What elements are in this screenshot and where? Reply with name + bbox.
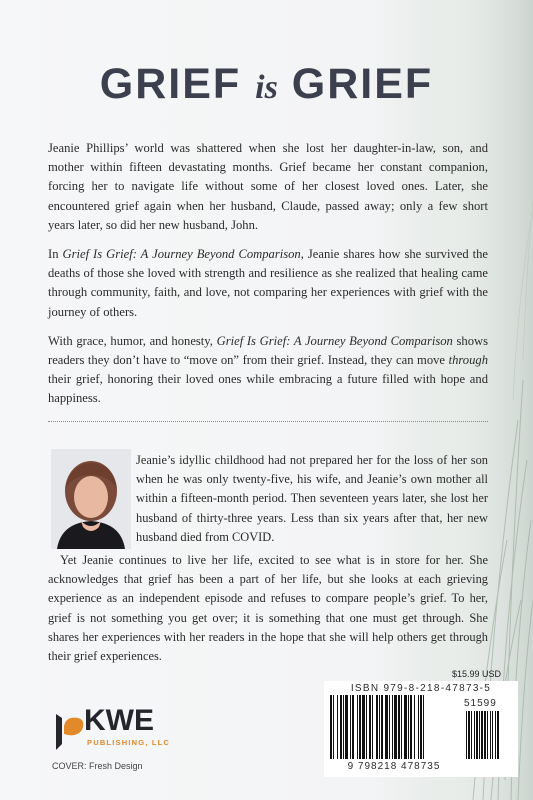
barcode (324, 681, 518, 777)
publisher-name: KWE (84, 704, 154, 737)
blurb-paragraph-3 (48, 332, 488, 409)
title-word-1: GRIEF (99, 60, 242, 108)
publisher-logo-icon (52, 708, 86, 759)
book-title-italic: Grief Is Grief: A Journey Beyond Comparison (62, 247, 301, 262)
price-label: $15.99 USD (452, 669, 502, 679)
isbn-label: ISBN 979-8-218-47873-5 (350, 683, 492, 694)
book-title-italic: Grief Is Grief: A Journey Beyond Comparison (216, 333, 453, 348)
photo-spacer (48, 451, 136, 549)
title-connector: is (255, 69, 278, 106)
publisher-subtitle: PUBLISHING, LLC (87, 738, 170, 747)
blurb-paragraph-2 (48, 245, 488, 322)
barcode-number: 9 798218 478735 (347, 761, 441, 772)
title-word-2: GRIEF (291, 60, 434, 108)
blurb-text: their grief, honoring their loved ones while embracing a future filled with hope and happiness. (48, 372, 488, 406)
book-title (0, 60, 533, 109)
blurb-text: , Jeanie shares how she survived the deaths of those she loved with strength and resilience as she realized that healing came through community, faith, and love, not comparing her experiences with grief with the journey of others. (48, 247, 488, 319)
bio-paragraph-1: Jeanie’s idyllic childhood had not prepared her for the loss of her son when he was only twenty-five, his wife, and Jeanie’s own mother all within a fifteen-month period. Then seventeen years later, she lost her husband of thirty-three years. Less than six years after that, her new husband died from COVID. (136, 453, 488, 544)
barcode-bars (324, 695, 518, 761)
barcode-addon-number: 51599 (464, 698, 497, 709)
emphasis-word: through (448, 353, 488, 368)
blurb-text: shows readers they don’t have to “move on” from their grief. Instead, they can move (48, 333, 489, 368)
section-divider (48, 421, 488, 422)
blurb-text: With grace, humor, and honesty, (48, 333, 217, 348)
cover-credit: COVER: Fresh Design (52, 761, 143, 771)
author-bio (48, 451, 488, 670)
blurb-text: In (48, 247, 63, 262)
book-blurb (48, 139, 488, 419)
blurb-paragraph-1: Jeanie Phillips’ world was shattered when she lost her daughter-in-law, son, and mother within fifteen devastating months. Grief became her constant companion, forcing her to navigate life without some of her closest loved ones. Later, she encountered grief again when her husband, Claude, passed away; only a few short years later, so did her new husband, John. (48, 141, 488, 232)
bio-paragraph-2: Yet Jeanie continues to live her life, excited to see what is in store for her. She acknowledges that grief has been a part of her life, but she looks at each grieving experience as an independent episode and refuses to compare people’s grief. To her, grief is not something you get over; it is something that one must get through. She shares her experiences with her readers in the hope that she will help others get through their grief experiences. (48, 553, 488, 664)
